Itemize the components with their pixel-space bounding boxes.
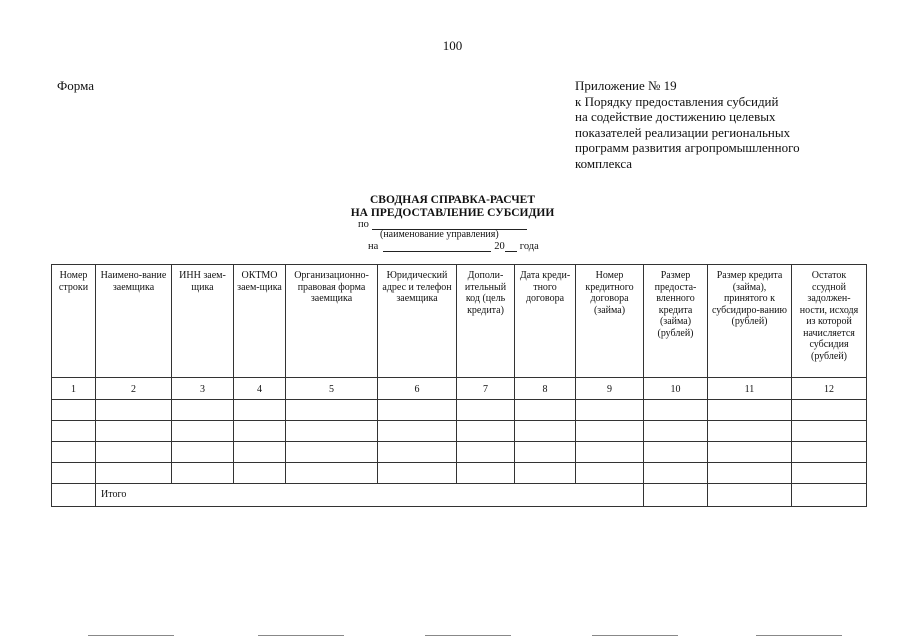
total-row	[52, 484, 867, 507]
table-cell[interactable]	[457, 400, 515, 421]
column-number: 6	[378, 378, 457, 400]
table-cell[interactable]	[457, 442, 515, 463]
table-cell[interactable]	[234, 442, 286, 463]
column-number: 1	[52, 378, 96, 400]
column-header: Юридический адрес и телефон заемщика	[378, 265, 457, 378]
table-cell[interactable]	[792, 421, 867, 442]
table-cell[interactable]	[172, 442, 234, 463]
column-header: Организационно-правовая форма заемщика	[286, 265, 378, 378]
table-cell[interactable]	[708, 442, 792, 463]
table-cell[interactable]	[286, 463, 378, 484]
table-cell[interactable]	[96, 400, 172, 421]
year-prefix: 20	[494, 241, 505, 252]
column-number: 11	[708, 378, 792, 400]
page-number: 100	[442, 38, 463, 53]
appendix-line: показателей реализации региональных	[575, 124, 791, 140]
table-cell[interactable]	[515, 463, 576, 484]
year-blank-field[interactable]	[505, 240, 517, 252]
appendix-line: на содействие достижению целевых	[575, 109, 776, 124]
table-cell[interactable]	[378, 400, 457, 421]
table-row	[52, 463, 867, 484]
table-row	[52, 421, 867, 442]
footer-rule	[425, 635, 511, 636]
table-cell[interactable]	[792, 463, 867, 484]
column-header: Дополи-ительный код (цель кредита)	[457, 265, 515, 378]
table-cell[interactable]	[378, 442, 457, 463]
table-cell[interactable]	[234, 463, 286, 484]
column-number: 7	[457, 378, 515, 400]
table-cell[interactable]	[172, 463, 234, 484]
table-cell[interactable]	[378, 421, 457, 442]
column-header: Размер кредита (займа), принятого к субсидиро-ванию (рублей)	[708, 265, 792, 378]
total-loan-amount-cell[interactable]	[644, 484, 708, 507]
appendix-line: к Порядку предоставления субсидий	[575, 93, 779, 109]
table-cell[interactable]	[96, 421, 172, 442]
table-cell[interactable]	[96, 463, 172, 484]
table-header-row	[52, 265, 867, 378]
department-prefix: по	[358, 219, 369, 230]
table-cell[interactable]	[708, 421, 792, 442]
document-title	[0, 194, 905, 220]
table-cell[interactable]	[708, 400, 792, 421]
total-label: Итого	[96, 484, 644, 507]
column-header: Наимено-вание заемщика	[96, 265, 172, 378]
table-cell[interactable]	[644, 400, 708, 421]
column-number: 12	[792, 378, 867, 400]
column-number: 9	[576, 378, 644, 400]
column-number: 3	[172, 378, 234, 400]
footer-rule	[592, 635, 678, 636]
table-cell[interactable]	[286, 400, 378, 421]
column-header: ОКТМО заем-щика	[234, 265, 286, 378]
table-cell[interactable]	[378, 463, 457, 484]
table-cell[interactable]	[515, 442, 576, 463]
date-blank-field[interactable]	[383, 240, 491, 252]
department-caption: (наименование управления)	[380, 229, 499, 240]
title-line-1: СВОДНАЯ СПРАВКА-РАСЧЕТ	[369, 194, 536, 206]
appendix-line: программ развития агропромышленного	[575, 140, 800, 155]
date-suffix: года	[519, 241, 539, 252]
table-cell[interactable]	[576, 400, 644, 421]
table-cell[interactable]	[457, 421, 515, 442]
column-number: 5	[286, 378, 378, 400]
table-row	[52, 400, 867, 421]
table-cell[interactable]	[515, 421, 576, 442]
column-header: ИНН заем-щика	[172, 265, 234, 378]
column-number-row	[52, 378, 867, 400]
column-number: 10	[644, 378, 708, 400]
total-subsidized-amount-cell[interactable]	[708, 484, 792, 507]
subsidy-table	[51, 264, 867, 507]
table-cell[interactable]	[96, 442, 172, 463]
column-number: 2	[96, 378, 172, 400]
table-cell[interactable]	[234, 421, 286, 442]
appendix-line: Приложение № 19	[575, 78, 677, 93]
appendix-line: комплекса	[575, 155, 633, 171]
table-cell[interactable]	[708, 463, 792, 484]
table-cell[interactable]	[286, 442, 378, 463]
column-header: Номер кредитного договора (займа)	[576, 265, 644, 378]
table-cell[interactable]	[576, 463, 644, 484]
table-cell[interactable]	[52, 421, 96, 442]
date-line	[368, 240, 539, 252]
table-cell[interactable]	[172, 421, 234, 442]
table-cell[interactable]	[172, 400, 234, 421]
table-cell[interactable]	[52, 400, 96, 421]
form-label: Форма	[57, 78, 94, 93]
table-cell[interactable]	[52, 442, 96, 463]
table-cell[interactable]	[644, 421, 708, 442]
total-debt-balance-cell[interactable]	[792, 484, 867, 507]
table-cell[interactable]	[576, 442, 644, 463]
table-cell[interactable]	[644, 463, 708, 484]
column-header: Остаток ссудной задолжен-ности, исходя из которой начисляется субсидия (рублей)	[792, 265, 867, 378]
table-cell	[52, 484, 96, 507]
table-cell[interactable]	[792, 442, 867, 463]
table-cell[interactable]	[576, 421, 644, 442]
date-prefix: на	[368, 241, 379, 252]
footer-rule	[258, 635, 344, 636]
column-header: Размер предоста-вленного кредита (займа) (рублей)	[644, 265, 708, 378]
column-header: Дата креди-тного договора	[515, 265, 576, 378]
footer-rule	[88, 635, 174, 636]
table-cell[interactable]	[792, 400, 867, 421]
table-cell[interactable]	[515, 400, 576, 421]
column-number: 4	[234, 378, 286, 400]
footer-rule	[756, 635, 842, 636]
column-number: 8	[515, 378, 576, 400]
table-row	[52, 442, 867, 463]
table-cell[interactable]	[644, 442, 708, 463]
column-header: Номер строки	[52, 265, 96, 378]
title-line-2: НА ПРЕДОСТАВЛЕНИЕ СУБСИДИИ	[350, 207, 555, 219]
table-cell[interactable]	[457, 463, 515, 484]
table-cell[interactable]	[286, 421, 378, 442]
table-cell[interactable]	[52, 463, 96, 484]
table-cell[interactable]	[234, 400, 286, 421]
appendix-block	[575, 78, 875, 171]
